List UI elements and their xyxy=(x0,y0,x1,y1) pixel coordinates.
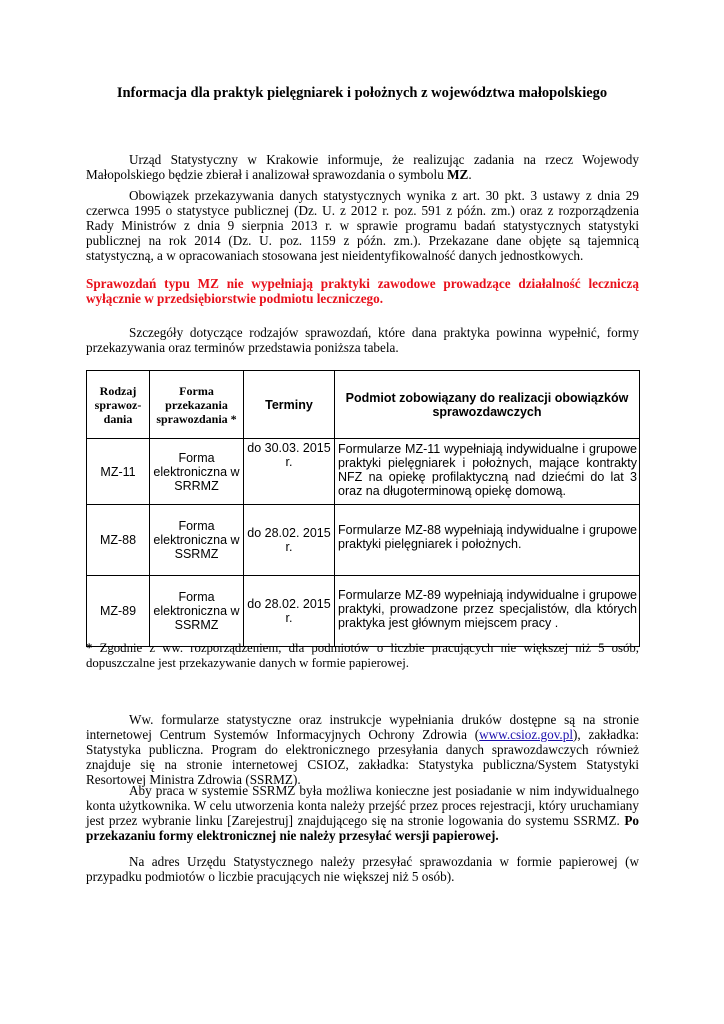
row-desc: Formularze MZ-89 wypełniają indywidualne i grupowe praktyki, prowadzone przez specjalistów, dla których praktyka jest głównym miejscem pracy . xyxy=(335,576,640,647)
ssrmz-paragraph xyxy=(86,783,639,843)
details-paragraph: Szczegóły dotyczące rodzajów sprawozdań, które dana praktyka powinna wypełnić, formy przekazywania oraz terminów przedstawia poniższa tabela. xyxy=(86,325,639,355)
ssrmz-text: Aby praca w systemie SSRMZ była możliwa konieczne jest posiadanie w nim indywidualnego konta użytkownika. W celu utworzenia konta należy przejść przez proces rejestracji, który uruchamiany jest przez wybranie linku [Zarejestruj] znajdującego się na stronie logowania do systemu SSRMZ. xyxy=(86,783,639,828)
page-title: Informacja dla praktyk pielęgniarek i położnych z województwa małopolskiego xyxy=(116,85,608,101)
intro-paragraph xyxy=(86,152,639,182)
forms-text-1: Ww. formularze statystyczne oraz instrukcje wypełniania druków dostępne są na stronie internetowej Centrum Systemów Informacyjnych Ochrony Zdrowia ( xyxy=(86,712,639,742)
reports-table xyxy=(86,370,640,647)
intro-end: . xyxy=(468,167,472,182)
row-deadline: do 28.02. 2015 r. xyxy=(244,505,335,576)
table-header-row xyxy=(87,371,640,439)
table-row xyxy=(87,439,640,505)
row-deadline: do 28.02. 2015 r. xyxy=(244,576,335,647)
row-form: Forma elektroniczna w SSRMZ xyxy=(150,576,244,647)
warning-paragraph: Sprawozdań typu MZ nie wypełniają praktyki zawodowe prowadzące działalność leczniczą wyłącznie w przedsiębiorstwie podmiotu leczniczego. xyxy=(86,276,639,306)
table-row xyxy=(87,576,640,647)
footnote xyxy=(86,641,639,671)
row-type: MZ-11 xyxy=(87,439,150,505)
table-row xyxy=(87,505,640,576)
forms-text-2: ), zakładka: Statystyka publiczna. Program do elektronicznego przesyłania danych sprawozdawczych również znajduje się na stronie internetowej CSIOZ, zakładka: Statystyka publiczna/System Statystyki Resortowej Ministra Zdrowia (SSRMZ). xyxy=(86,727,639,787)
row-desc: Formularze MZ-11 wypełniają indywidualne i grupowe praktyki pielęgniarek i położnych, mające kontrakty NFZ na opiekę profilaktyczną nad dziećmi do lat 3 oraz na długoterminową opiekę domową. xyxy=(335,439,640,505)
paper-paragraph: Na adres Urzędu Statystycznego należy przesyłać sprawozdania w formie papierowej (w przypadku podmiotów o liczbie pracujących nie większej niż 5 osób). xyxy=(86,854,639,884)
row-desc: Formularze MZ-88 wypełniają indywidualne i grupowe praktyki pielęgniarek i położnych. xyxy=(335,505,640,576)
header-type: Rodzaj sprawoz-dania xyxy=(87,371,150,439)
intro-text: Urząd Statystyczny w Krakowie informuje, że realizując zadania na rzecz Wojewody Małopolskiego będzie zbierał i analizował sprawozdania o symbolu xyxy=(86,152,639,182)
header-entity: Podmiot zobowiązany do realizacji obowiązków sprawozdawczych xyxy=(335,371,640,439)
obligation-paragraph: Obowiązek przekazywania danych statystycznych wynika z art. 30 pkt. 3 ustawy z dnia 29 czerwca 1995 o statystyce publicznej (Dz. U. z 2012 r. poz. 591 z późn. zm.) oraz z rozporządzenia Rady Ministrów z dnia 9 sierpnia 2013 r. w sprawie programu badań statystycznych statystyki publicznej na rok 2014 (Dz. U. poz. 1159 z późn. zm.). Przekazane dane objęte są tajemnicą statystyczną, a w opracowaniach stosowana jest nieidentyfikowalność danych jednostkowych. xyxy=(86,188,639,263)
header-form: Forma przekazania sprawozdania * xyxy=(150,371,244,439)
row-type: MZ-89 xyxy=(87,576,150,647)
row-type: MZ-88 xyxy=(87,505,150,576)
row-deadline: do 30.03. 2015 r. xyxy=(244,439,335,505)
csioz-link[interactable]: www.csioz.gov.pl xyxy=(479,727,573,742)
forms-paragraph xyxy=(86,712,639,787)
footnote-text: Zgodnie z ww. rozporządzeniem, dla podmiotów o liczbie pracujących nie większej niż 5 osób, dopuszczalne jest przekazywanie danych w formie papierowej. xyxy=(86,641,640,670)
footnote-mark: * xyxy=(86,641,93,655)
ssrmz-bold-note: Po przekazaniu formy elektronicznej nie należy przesyłać wersji papierowej. xyxy=(86,813,640,843)
row-form: Forma elektroniczna w SSRMZ xyxy=(150,505,244,576)
intro-symbol: MZ xyxy=(447,167,469,182)
header-deadline: Terminy xyxy=(244,371,335,439)
row-form: Forma elektroniczna w SRRMZ xyxy=(150,439,244,505)
